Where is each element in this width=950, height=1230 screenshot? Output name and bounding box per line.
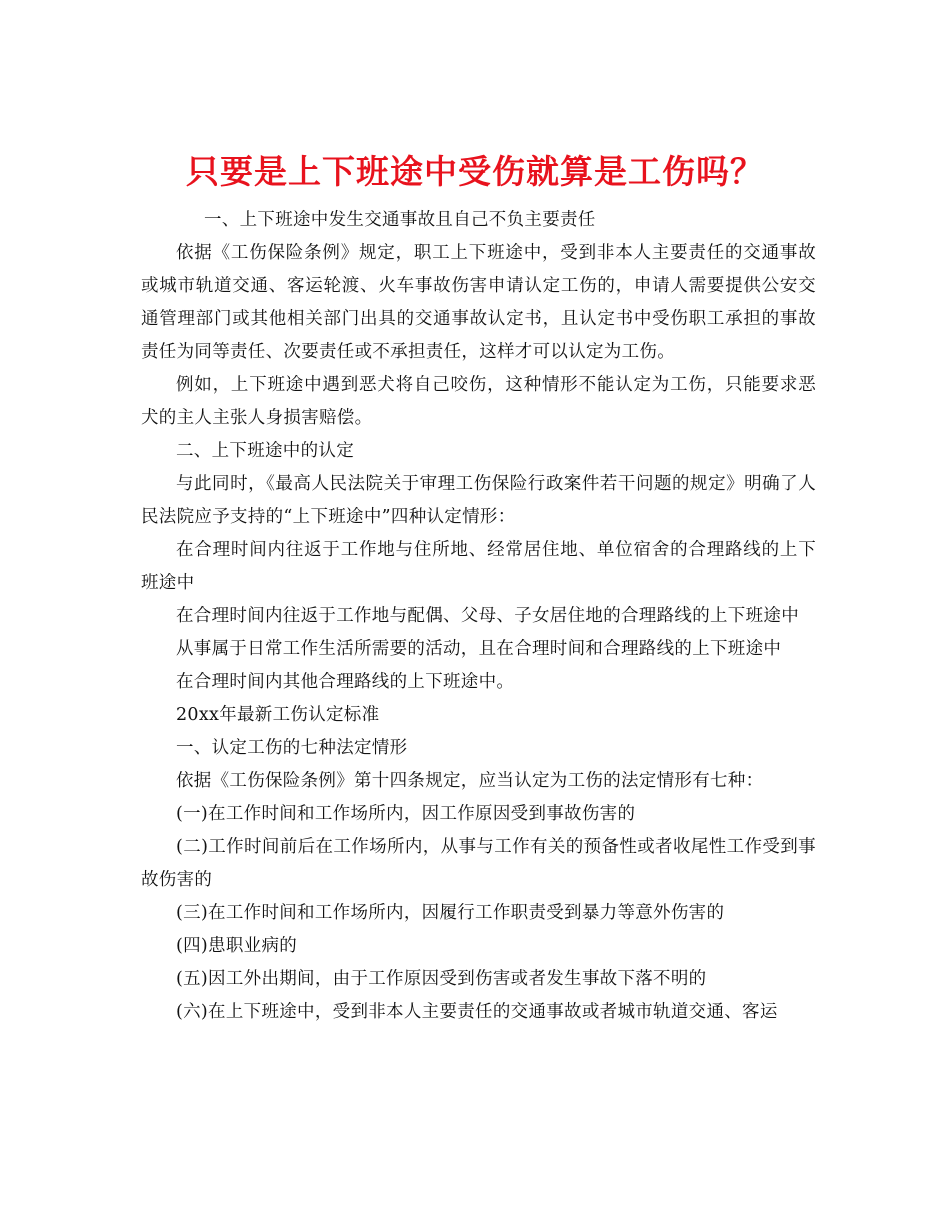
list-item: (四)患职业病的	[176, 936, 298, 956]
document-body	[141, 204, 816, 1029]
section-heading: 20xx年最新工伤认定标准	[176, 705, 380, 725]
list-item: 在合理时间内其他合理路线的上下班途中。	[176, 672, 515, 692]
list-item: 在合理时间内往返于工作地与配偶、父母、子女居住地的合理路线的上下班途中	[176, 606, 799, 626]
list-item: (三)在工作时间和工作场所内，因履行工作职责受到暴力等意外伤害的	[176, 903, 725, 923]
paragraph: 例如，上下班途中遇到恶犬将自己咬伤，这种情形不能认定为工伤，只能要求恶犬的主人主张人身损害赔偿。	[141, 375, 816, 428]
paragraph: 依据《工伤保险条例》第十四条规定，应当认定为工伤的法定情形有七种：	[176, 771, 764, 791]
section-heading: 一、认定工伤的七种法定情形	[176, 738, 408, 758]
list-item: (二)工作时间前后在工作场所内，从事与工作有关的预备性或者收尾性工作受到事故伤害的	[141, 837, 816, 890]
paragraph: 与此同时，《最高人民法院关于审理工伤保险行政案件若干问题的规定》明确了人民法院应予支持的“上下班途中”四种认定情形：	[141, 474, 816, 527]
list-item: 在合理时间内往返于工作地与住所地、经常居住地、单位宿舍的合理路线的上下班途中	[141, 540, 816, 593]
list-item: (五)因工外出期间，由于工作原因受到伤害或者发生事故下落不明的	[176, 969, 707, 989]
section-heading: 二、上下班途中的认定	[176, 441, 354, 461]
list-item: (一)在工作时间和工作场所内，因工作原因受到事故伤害的	[176, 804, 636, 824]
section-heading: 一、上下班途中发生交通事故且自己不负主要责任	[204, 210, 596, 230]
list-item: (六)在上下班途中，受到非本人主要责任的交通事故或者城市轨道交通、客运	[176, 1002, 778, 1022]
document-title: 只要是上下班途中受伤就算是工伤吗？	[186, 152, 764, 192]
list-item: 从事属于日常工作生活所需要的活动，且在合理时间和合理路线的上下班途中	[176, 639, 782, 659]
paragraph: 依据《工伤保险条例》规定，职工上下班途中，受到非本人主要责任的交通事故或城市轨道交通、客运轮渡、火车事故伤害申请认定工伤的，申请人需要提供公安交通管理部门或其他相关部门出具的交通事故认定书，且认定书中受伤职工承担的事故责任为同等责任、次要责任或不承担责任，这样才可以认定为工伤。	[141, 243, 816, 362]
